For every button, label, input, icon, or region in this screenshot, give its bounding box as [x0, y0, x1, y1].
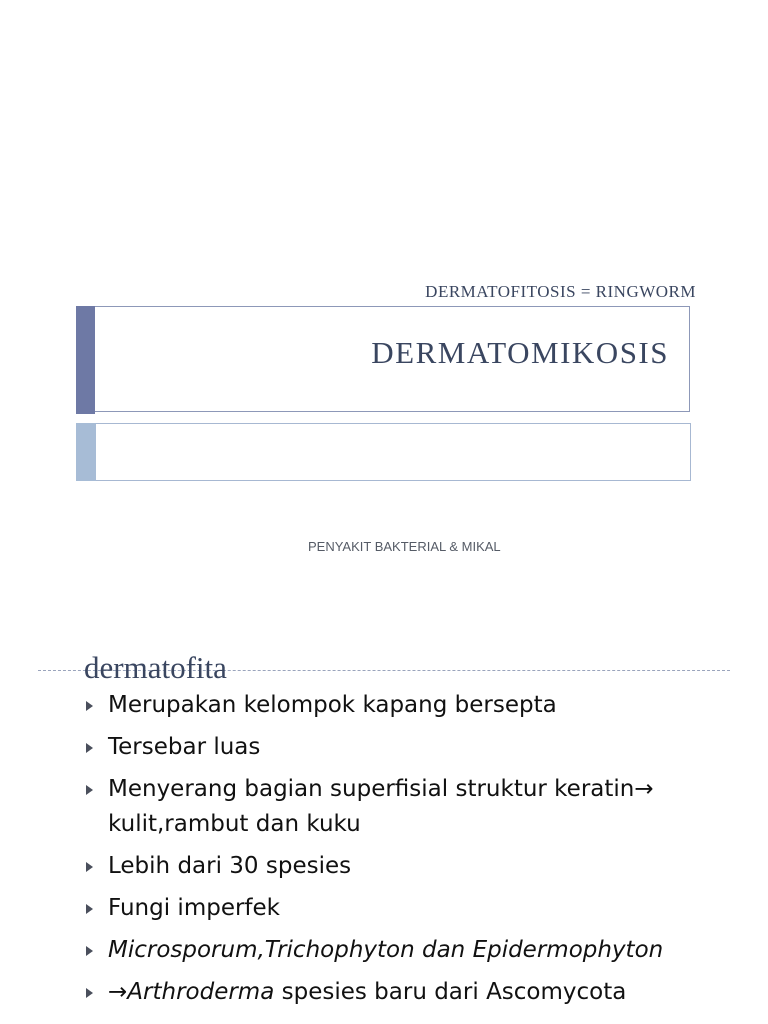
- bullet-triangle-icon: [86, 862, 93, 872]
- bullet-item: [86, 891, 726, 926]
- bullet-triangle-icon: [86, 701, 93, 711]
- slide-subtitle-top: DERMATOFITOSIS = RINGWORM: [425, 282, 696, 301]
- bullet-item: [86, 975, 726, 1010]
- bullet-text: Lebih dari 30 spesies: [108, 853, 352, 879]
- bullet-text-italic: Arthroderma: [127, 979, 275, 1005]
- subtitle-accent-bar: [76, 423, 96, 481]
- title-box: [76, 306, 690, 412]
- bullet-triangle-icon: [86, 904, 93, 914]
- slide-2: [0, 620, 768, 1024]
- bullet-text-rest: spesies baru dari Ascomycota: [274, 979, 627, 1005]
- arrow-glyph: →: [108, 979, 128, 1005]
- bullet-triangle-icon: [86, 743, 93, 753]
- bullet-item: [86, 730, 726, 765]
- subtitle-box: [76, 423, 691, 481]
- bullet-triangle-icon: [86, 988, 93, 998]
- title-accent-bar: [76, 306, 95, 414]
- bullet-item: [86, 933, 726, 968]
- bullet-text: Tersebar luas: [108, 734, 261, 760]
- bullet-item: [86, 772, 726, 842]
- bullet-triangle-icon: [86, 946, 93, 956]
- slide-2-title: dermatofita: [84, 650, 227, 685]
- bullet-triangle-icon: [86, 785, 93, 795]
- slide-title: DERMATOMIKOSIS: [371, 335, 669, 370]
- slide-footer: PENYAKIT BAKTERIAL & MIKAL: [308, 539, 501, 554]
- bullet-text: Menyerang bagian superfisial struktur keratin→ kulit,rambut dan kuku: [108, 776, 654, 837]
- bullet-text: Fungi imperfek: [108, 895, 280, 921]
- bullet-item: [86, 688, 726, 723]
- bullet-text: Merupakan kelompok kapang bersepta: [108, 692, 557, 718]
- bullet-item: [86, 849, 726, 884]
- bullet-list: [86, 688, 726, 1017]
- bullet-text-genera: Microsporum,Trichophyton dan Epidermophyton: [108, 937, 664, 963]
